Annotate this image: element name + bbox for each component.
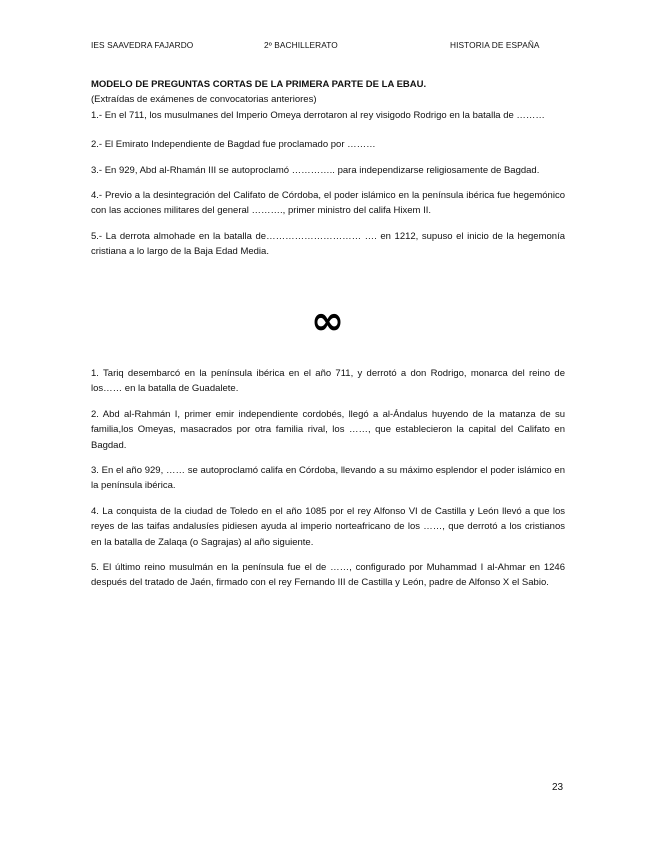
question-item: 1.- En el 711, los musulmanes del Imperio Omeya derrotaron al rey visigodo Rodrigo en la batalla de ……… — [91, 109, 545, 121]
question-item: 1. Tariq desembarcó en la península ibérica en el año 711, y derrotó a don Rodrigo, monarca del reino de los…… en la batalla de Guadalete. — [91, 368, 565, 395]
question-item: 5.- La derrota almohade en la batalla de………………………… …. en 1212, supuso el inicio de la hegemonía cristiana a lo largo de la Baja Edad Media. — [91, 230, 565, 258]
section-title: MODELO DE PREGUNTAS CORTAS DE LA PRIMERA PARTE DE LA EBAU. — [91, 79, 427, 90]
question-item: 3. En el año 929, …… se autoproclamó califa en Córdoba, llevando a su máximo esplendor el poder islámico en la península ibérica. — [91, 465, 565, 492]
question-item: 2. Abd al-Rahmán I, primer emir independiente cordobés, llegó a al-Ándalus huyendo de la matanza de su familia,los Omeyas, masacrados por otra familia rival, los ……, que establecieron la capital del Califato en Bagdad. — [91, 408, 565, 451]
header-course: 2º BACHILLERATO — [264, 40, 338, 50]
section-numbered-questions — [91, 366, 565, 601]
page-header — [91, 40, 565, 54]
question-item: 4.- Previo a la desintegración del Califato de Córdoba, el poder islámico en la península ibérica fue hegemónico con las acciones militares del general ………., primer ministro del califa Hixem II. — [91, 190, 565, 217]
header-subject: HISTORIA DE ESPAÑA — [450, 40, 540, 50]
page-number: 23 — [552, 782, 564, 793]
infinity-separator-icon: ∞ — [310, 298, 345, 344]
section-short-questions — [91, 77, 565, 270]
question-item: 2.- El Emirato Independiente de Bagdad fue proclamado por ……… — [91, 139, 376, 151]
section-subtitle: (Extraídas de exámenes de convocatorias anteriores) — [91, 94, 317, 106]
header-school: IES SAAVEDRA FAJARDO — [91, 40, 194, 50]
question-item: 3.- En 929, Abd al-Rhamán III se autoproclamó ………….. para independizarse religiosamente de Bagdad. — [91, 164, 540, 176]
question-item: 5. El último reino musulmán en la península fue el de ……, configurado por Muhammad I al-Ahmar en 1246 después del tratado de Jaén, firmado con el rey Fernando III de Castilla y León, padre de Alfonso X el Sabio. — [91, 562, 565, 589]
question-item: 4. La conquista de la ciudad de Toledo en el año 1085 por el rey Alfonso VI de Castilla y León llevó a que los reyes de las taifas andalusíes pidiesen ayuda al imperio norteafricano de los ……, que derrotó a los cristianos en la batalla de Zalaqa (o Sagrajas) al año siguiente. — [91, 505, 565, 548]
